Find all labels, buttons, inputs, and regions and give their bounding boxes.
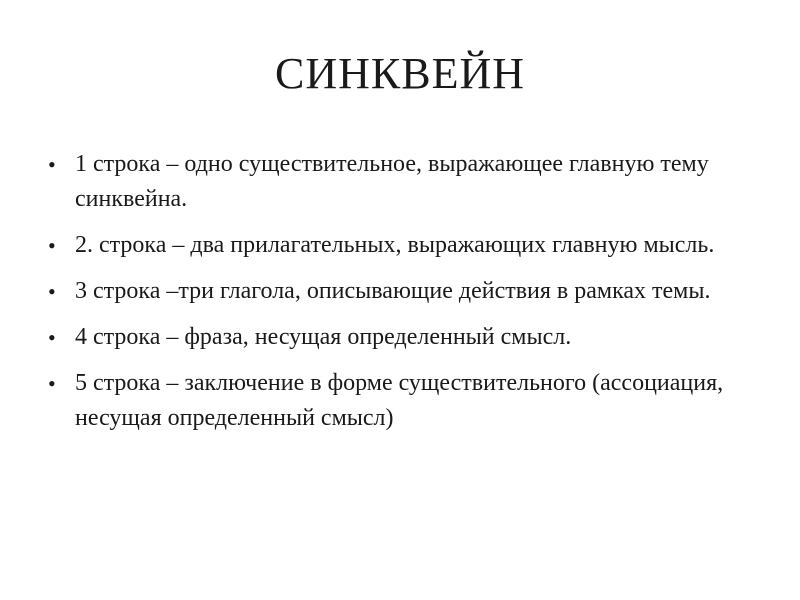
bullet-item-3 <box>48 274 758 309</box>
bullet-item-2 <box>48 228 758 263</box>
bullet-item-5 <box>48 366 758 436</box>
bullet-marker-icon: • <box>48 371 56 396</box>
bullet-text-1: 1 строка – одно существительное, выражающее главную тему синквейна. <box>75 151 709 212</box>
bullet-text-4: 4 строка – фраза, несущая определенный смысл. <box>75 324 572 350</box>
bullet-marker-icon: • <box>48 152 56 177</box>
bullet-marker-icon: • <box>48 325 56 350</box>
bullet-text-3: 3 строка –три глагола, описывающие действия в рамках темы. <box>75 278 711 304</box>
bullet-item-1 <box>48 147 758 217</box>
bullet-marker-icon: • <box>48 279 56 304</box>
bullet-text-5: 5 строка – заключение в форме существительного (ассоциация, несущая определенный смысл) <box>75 370 724 431</box>
bullet-text-2: 2. строка – два прилагательных, выражающих главную мысль. <box>75 232 715 258</box>
bullet-item-4 <box>48 320 758 355</box>
bullet-marker-icon: • <box>48 233 56 258</box>
slide-title: СИНКВЕЙН <box>274 49 526 98</box>
bullet-list <box>48 147 758 447</box>
